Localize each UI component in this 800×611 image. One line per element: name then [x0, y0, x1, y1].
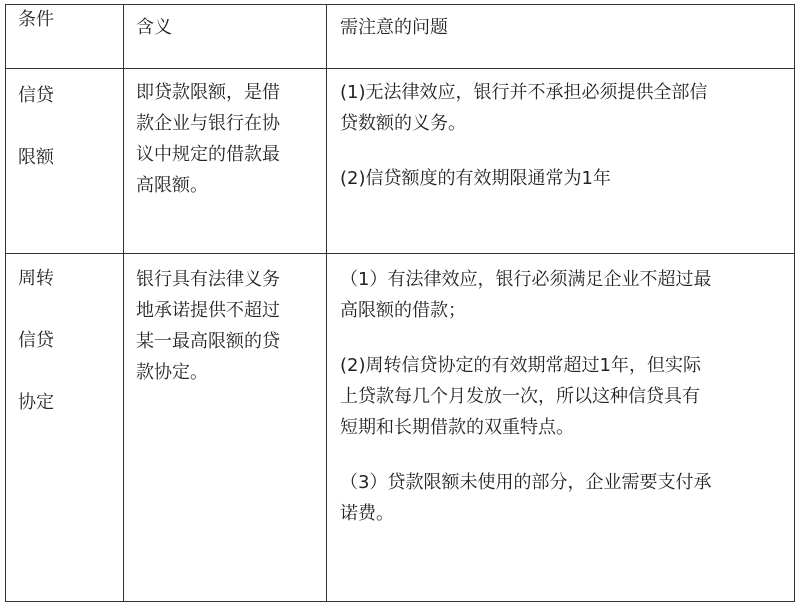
header-meaning-label: 含义 — [136, 17, 172, 38]
notes-cell — [327, 254, 795, 602]
table-header-row — [6, 5, 795, 69]
condition-line: 限额 — [18, 147, 54, 168]
note-paragraph — [340, 264, 785, 326]
conditions-table — [5, 4, 795, 602]
note-paragraph — [340, 77, 785, 139]
note-line: (2)周转信贷协定的有效期常超过1年，但实际 — [340, 355, 701, 376]
note-paragraph — [340, 350, 785, 443]
condition-line: 信贷 — [18, 85, 54, 106]
condition-cell — [6, 254, 124, 602]
note-line: 短期和长期借款的双重特点。 — [340, 417, 574, 438]
note-line: (1)无法律效应，银行并不承担必须提供全部信 — [340, 82, 708, 103]
condition-line: 协定 — [18, 392, 54, 413]
header-cell-notes — [327, 5, 795, 69]
meaning-line: 款协定。 — [136, 362, 208, 383]
meaning-line: 即贷款限额，是借 — [136, 82, 280, 103]
condition-cell — [6, 69, 124, 254]
table-row — [6, 69, 795, 254]
note-line: 诺费。 — [340, 503, 394, 524]
note-line: 贷数额的义务。 — [340, 113, 466, 134]
note-paragraph — [340, 163, 785, 194]
meaning-line: 某一最高限额的贷 — [136, 331, 280, 352]
meaning-cell — [124, 254, 327, 602]
meaning-line: 地承诺提供不超过 — [136, 300, 280, 321]
notes-cell — [327, 69, 795, 254]
condition-line: 信贷 — [18, 330, 54, 351]
condition-line: 周转 — [18, 268, 54, 289]
note-line: (2)信贷额度的有效期限通常为1年 — [340, 168, 611, 189]
header-notes-label: 需注意的问题 — [340, 17, 448, 38]
header-condition-label: 条件 — [18, 9, 54, 30]
note-line: （3）贷款限额未使用的部分，企业需要支付承 — [340, 472, 712, 493]
meaning-line: 高限额。 — [136, 175, 208, 196]
note-line: （1）有法律效应，银行必须满足企业不超过最 — [340, 269, 712, 290]
header-cell-meaning — [124, 5, 327, 69]
note-line: 高限额的借款； — [340, 300, 466, 321]
table-row — [6, 254, 795, 602]
meaning-line: 款企业与银行在协 — [136, 113, 280, 134]
meaning-line: 银行具有法律义务 — [136, 269, 280, 290]
note-paragraph — [340, 467, 785, 529]
header-cell-condition — [6, 5, 124, 69]
note-line: 上贷款每几个月发放一次，所以这种信贷具有 — [340, 386, 700, 407]
meaning-line: 议中规定的借款最 — [136, 144, 280, 165]
meaning-cell — [124, 69, 327, 254]
